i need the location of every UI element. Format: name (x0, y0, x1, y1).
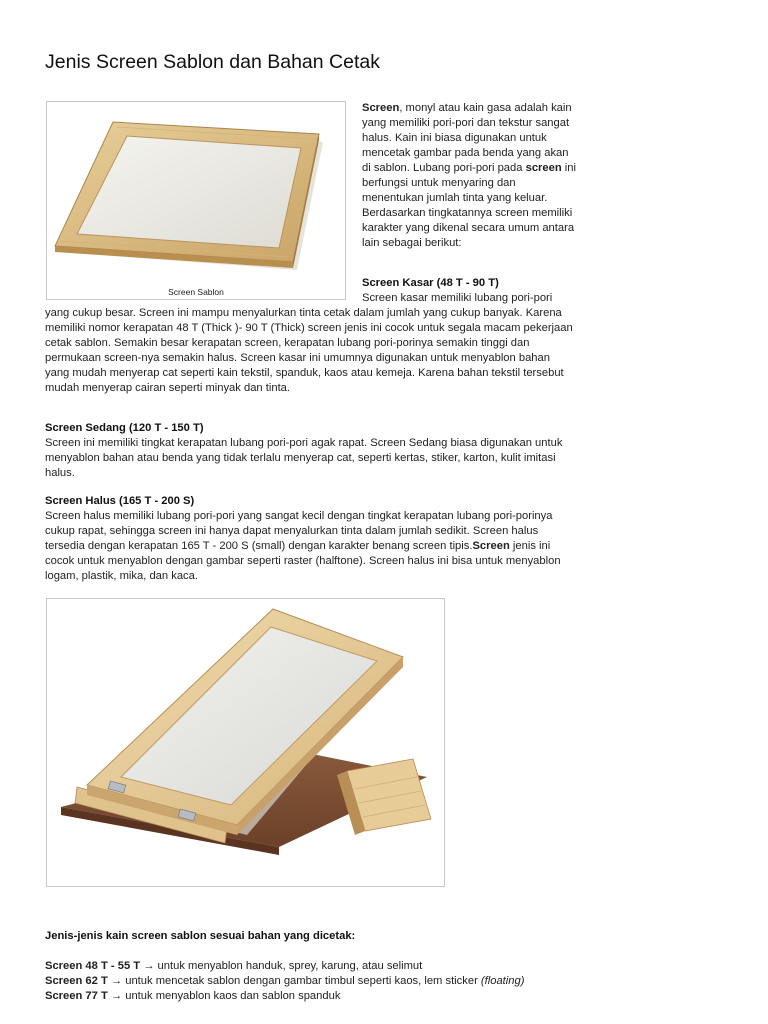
arrow-icon: → (110, 990, 123, 1002)
intro-paragraph (362, 101, 577, 251)
list-item (45, 974, 645, 989)
list-item-label: Screen 77 T (45, 990, 108, 1002)
arrow-icon: → (143, 960, 155, 972)
screen-types-list (45, 929, 645, 1004)
list-heading: Jenis-jenis kain screen sablon sesuai bahan yang dicetak: (45, 930, 356, 942)
list-item (45, 959, 645, 974)
section-sedang (45, 421, 575, 481)
figure-caption: Screen Sablon (168, 287, 224, 297)
halus-body-1: Screen halus memiliki lubang pori-pori yang sangat kecil dengan tingkat kerapatan lubang pori-porinya cukup rapat, sehingga screen ini hanya dapat menyalurkan tinta dalam jumlah sedikit. Screen halus tersedia dengan kerapatan 165 T - 200 S (small) dengan karakter benang screen tipis. (45, 510, 553, 552)
list-item-label: Screen 62 T (45, 975, 108, 987)
screen-sablon-figure (46, 101, 346, 300)
page-title: Jenis Screen Sablon dan Bahan Cetak (45, 51, 380, 73)
screen-frame-image (47, 102, 345, 282)
screen-frame-hinged-image (47, 599, 444, 886)
section-halus (45, 494, 575, 584)
intro-text-1: , monyl atau kain gasa adalah kain yang memiliki pori-pori dan tekstur sangat halus. Kain ini biasa digunakan untuk mencetak gambar pada benda yang akan di sablon. Lubang pori-pori pada (362, 102, 572, 174)
intro-text-2: ini berfungsi untuk menyaring dan menentukan jumlah tinta yang keluar. Berdasarkan tingkatannya screen memiliki karakter yang dikenal secara umum antara lain sebagai berikut: (362, 162, 576, 249)
section-body-kasar (45, 291, 575, 396)
list-item (45, 989, 645, 1004)
intro-term-2: screen (525, 162, 562, 174)
section-heading-kasar: Screen Kasar (48 T - 90 T) (362, 277, 499, 289)
screen-frame-photo (46, 598, 445, 887)
arrow-icon: → (110, 975, 123, 987)
section-body-halus (45, 509, 575, 584)
list-item-text: untuk menyablon handuk, sprey, karung, atau selimut (154, 960, 423, 972)
section-heading-sedang: Screen Sedang (120 T - 150 T) (45, 422, 204, 434)
list-item-text: untuk mencetak sablon dengan gambar timbul seperti kaos, lem sticker (122, 975, 481, 987)
intro-term: Screen (362, 102, 400, 114)
section-heading-halus: Screen Halus (165 T - 200 S) (45, 495, 195, 507)
list-item-label: Screen 48 T - 55 T (45, 960, 141, 972)
section-body-sedang: Screen ini memiliki tingkat kerapatan lubang pori-pori agak rapat. Screen Sedang biasa digunakan untuk menyablon bahan atau benda yang tidak terlalu menyerap cat, seperti kertas, stiker, karton, kulit imitasi halus. (45, 437, 563, 479)
list-item-emphasis: (floating) (480, 975, 525, 987)
halus-term: Screen (472, 540, 510, 552)
halus-body-2: jenis ini cocok untuk menyablon dengan gambar seperti raster (halftone). Screen halus ini bisa untuk menyablon logam, plastik, mika, dan kaca. (45, 540, 561, 582)
kasar-body-text: Screen kasar memiliki lubang pori-pori yang cukup besar. Screen ini mampu menyalurkan tinta cetak dalam jumlah yang cukup banyak. Karena memiliki nomor kerapatan 48 T (Thick )- 90 T (Thick) screen jenis ini cocok untuk segala macam pekerjaan cetak sablon. Semakin besar kerapatan screen, kerapatan lubang pori-porinya semakin tinggi dan permukaan screen-nya semakin halus. Screen kasar ini umumnya digunakan untuk menyablon bahan yang mudah menyerap cat seperti kain tekstil, spanduk, kaos atau kemeja. Karena bahan tekstil tersebut mudah menyerap cairan seperti minyak dan tinta. (45, 292, 573, 394)
list-item-text: untuk menyablon kaos dan sablon spanduk (122, 990, 341, 1002)
